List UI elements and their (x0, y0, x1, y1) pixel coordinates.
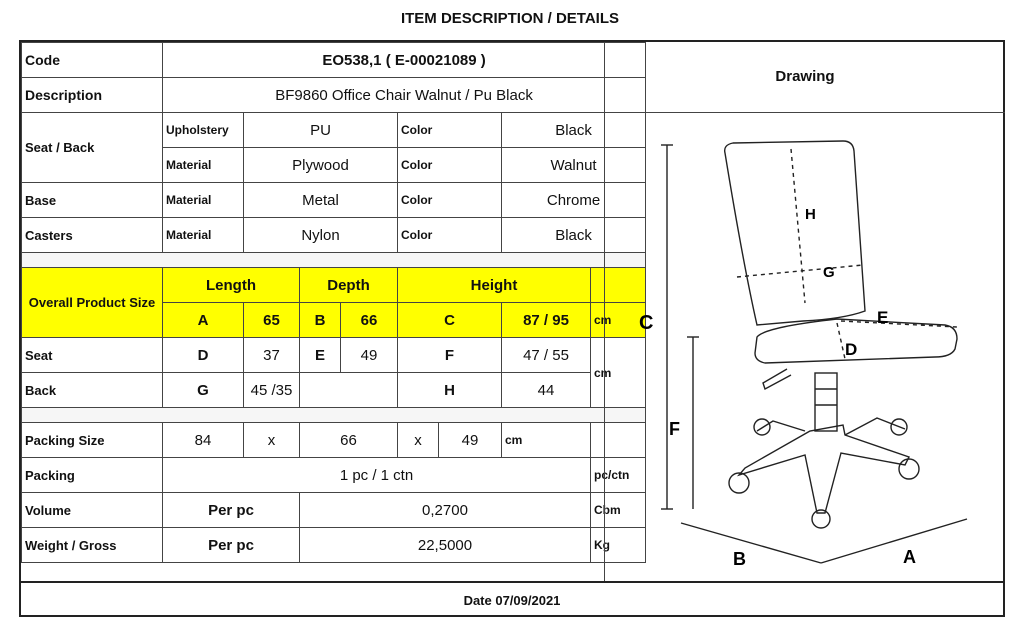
d-value: 37 (244, 338, 300, 373)
packing-length: 84 (163, 423, 244, 458)
backrest (725, 141, 865, 325)
document-title: ITEM DESCRIPTION / DETAILS (400, 10, 620, 27)
base-material-key: Material (163, 183, 244, 218)
casters-material-key: Material (163, 218, 244, 253)
overall-size-label: Overall Product Size (22, 268, 163, 338)
f-value: 47 / 55 (502, 338, 591, 373)
spacer-row (22, 253, 646, 268)
letter-e: E (877, 308, 889, 327)
casters-color-key: Color (398, 218, 502, 253)
caster-2 (899, 459, 919, 479)
base-color-key: Color (398, 183, 502, 218)
letter-a: A (903, 547, 916, 567)
upholstery-value: PU (244, 113, 398, 148)
c-letter: C (398, 303, 502, 338)
letter-g: G (823, 264, 835, 281)
seat-material-key: Material (163, 148, 244, 183)
base-row (22, 183, 646, 218)
seat-material-value: Plywood (244, 148, 398, 183)
packing-label: Packing (22, 458, 163, 493)
base-color-value: Chrome (502, 183, 646, 218)
packing-width: 66 (300, 423, 398, 458)
f-letter: F (398, 338, 502, 373)
volume-value: 0,2700 (300, 493, 591, 528)
weight-per: Per pc (163, 528, 300, 563)
b-value: 66 (341, 303, 398, 338)
weight-value: 22,5000 (300, 528, 591, 563)
drawing-label: Drawing (604, 42, 1005, 113)
packing-x2: x (398, 423, 439, 458)
a-value: 65 (244, 303, 300, 338)
upholstery-key: Upholstery (163, 113, 244, 148)
base-material-value: Metal (244, 183, 398, 218)
spec-table (21, 42, 646, 563)
spacer-row-2 (22, 408, 646, 423)
h-value: 44 (502, 373, 591, 408)
letter-b: B (733, 549, 746, 569)
packing-height: 49 (439, 423, 502, 458)
seat-dims-label: Seat (22, 338, 163, 373)
back-dims-row (22, 373, 646, 408)
packing-x1: x (244, 423, 300, 458)
letter-d: D (845, 340, 858, 359)
volume-label: Volume (22, 493, 163, 528)
packing-row (22, 458, 646, 493)
volume-per: Per pc (163, 493, 300, 528)
length-header: Length (163, 268, 300, 303)
c-value: 87 / 95 (502, 303, 591, 338)
casters-material-value: Nylon (244, 218, 398, 253)
overall-unit: cm (591, 303, 646, 338)
packing-size-unit: cm (502, 423, 591, 458)
a-letter: A (163, 303, 244, 338)
volume-row (22, 493, 646, 528)
letter-f: F (669, 419, 680, 439)
upholstery-color-value: Black (502, 113, 646, 148)
seat-back-label: Seat / Back (22, 113, 163, 183)
dim-b-line (681, 523, 821, 563)
weight-unit: Kg (591, 528, 646, 563)
seat-back-row-1 (22, 113, 646, 148)
seat-color-key: Color (398, 148, 502, 183)
chair-drawing (604, 113, 1005, 581)
code-row (22, 43, 646, 78)
dims-unit: cm (591, 338, 646, 408)
packing-unit: pc/ctn (591, 458, 646, 493)
dim-a-line (821, 519, 967, 563)
casters-label: Casters (22, 218, 163, 253)
g-value: 45 /35 (244, 373, 300, 408)
upholstery-color-key: Color (398, 113, 502, 148)
e-letter: E (300, 338, 341, 373)
chair-diagram (605, 113, 1005, 581)
letter-c: C (639, 312, 654, 334)
gas-lift (815, 373, 837, 431)
caster-1 (729, 473, 749, 493)
back-dims-label: Back (22, 373, 163, 408)
seat-color-value: Walnut (502, 148, 646, 183)
g-letter: G (163, 373, 244, 408)
description-row (22, 78, 646, 113)
dim-d-line (837, 323, 845, 359)
casters-row (22, 218, 646, 253)
e-value: 49 (341, 338, 398, 373)
caster-4 (754, 419, 770, 435)
volume-unit: Cbm (591, 493, 646, 528)
packing-value: 1 pc / 1 ctn (163, 458, 591, 493)
overall-header-row (22, 268, 646, 303)
seat-dims-row (22, 338, 646, 373)
description-value: BF9860 Office Chair Walnut / Pu Black (163, 78, 646, 113)
dim-g-line (737, 265, 863, 277)
packing-size-label: Packing Size (22, 423, 163, 458)
document-date: Date 07/09/2021 (21, 581, 1003, 619)
weight-label: Weight / Gross (22, 528, 163, 563)
star-base (739, 425, 909, 513)
description-label: Description (22, 78, 163, 113)
base-label: Base (22, 183, 163, 218)
h-letter: H (398, 373, 502, 408)
b-letter: B (300, 303, 341, 338)
packing-size-row (22, 423, 646, 458)
details-frame (19, 40, 1005, 617)
weight-row (22, 528, 646, 563)
depth-header: Depth (300, 268, 398, 303)
code-value: EO538,1 ( E-00021089 ) (163, 43, 646, 78)
height-header: Height (398, 268, 591, 303)
d-letter: D (163, 338, 244, 373)
dim-h-line (791, 149, 805, 303)
lever (763, 369, 791, 389)
letter-h: H (805, 206, 816, 223)
casters-color-value: Black (502, 218, 646, 253)
code-label: Code (22, 43, 163, 78)
